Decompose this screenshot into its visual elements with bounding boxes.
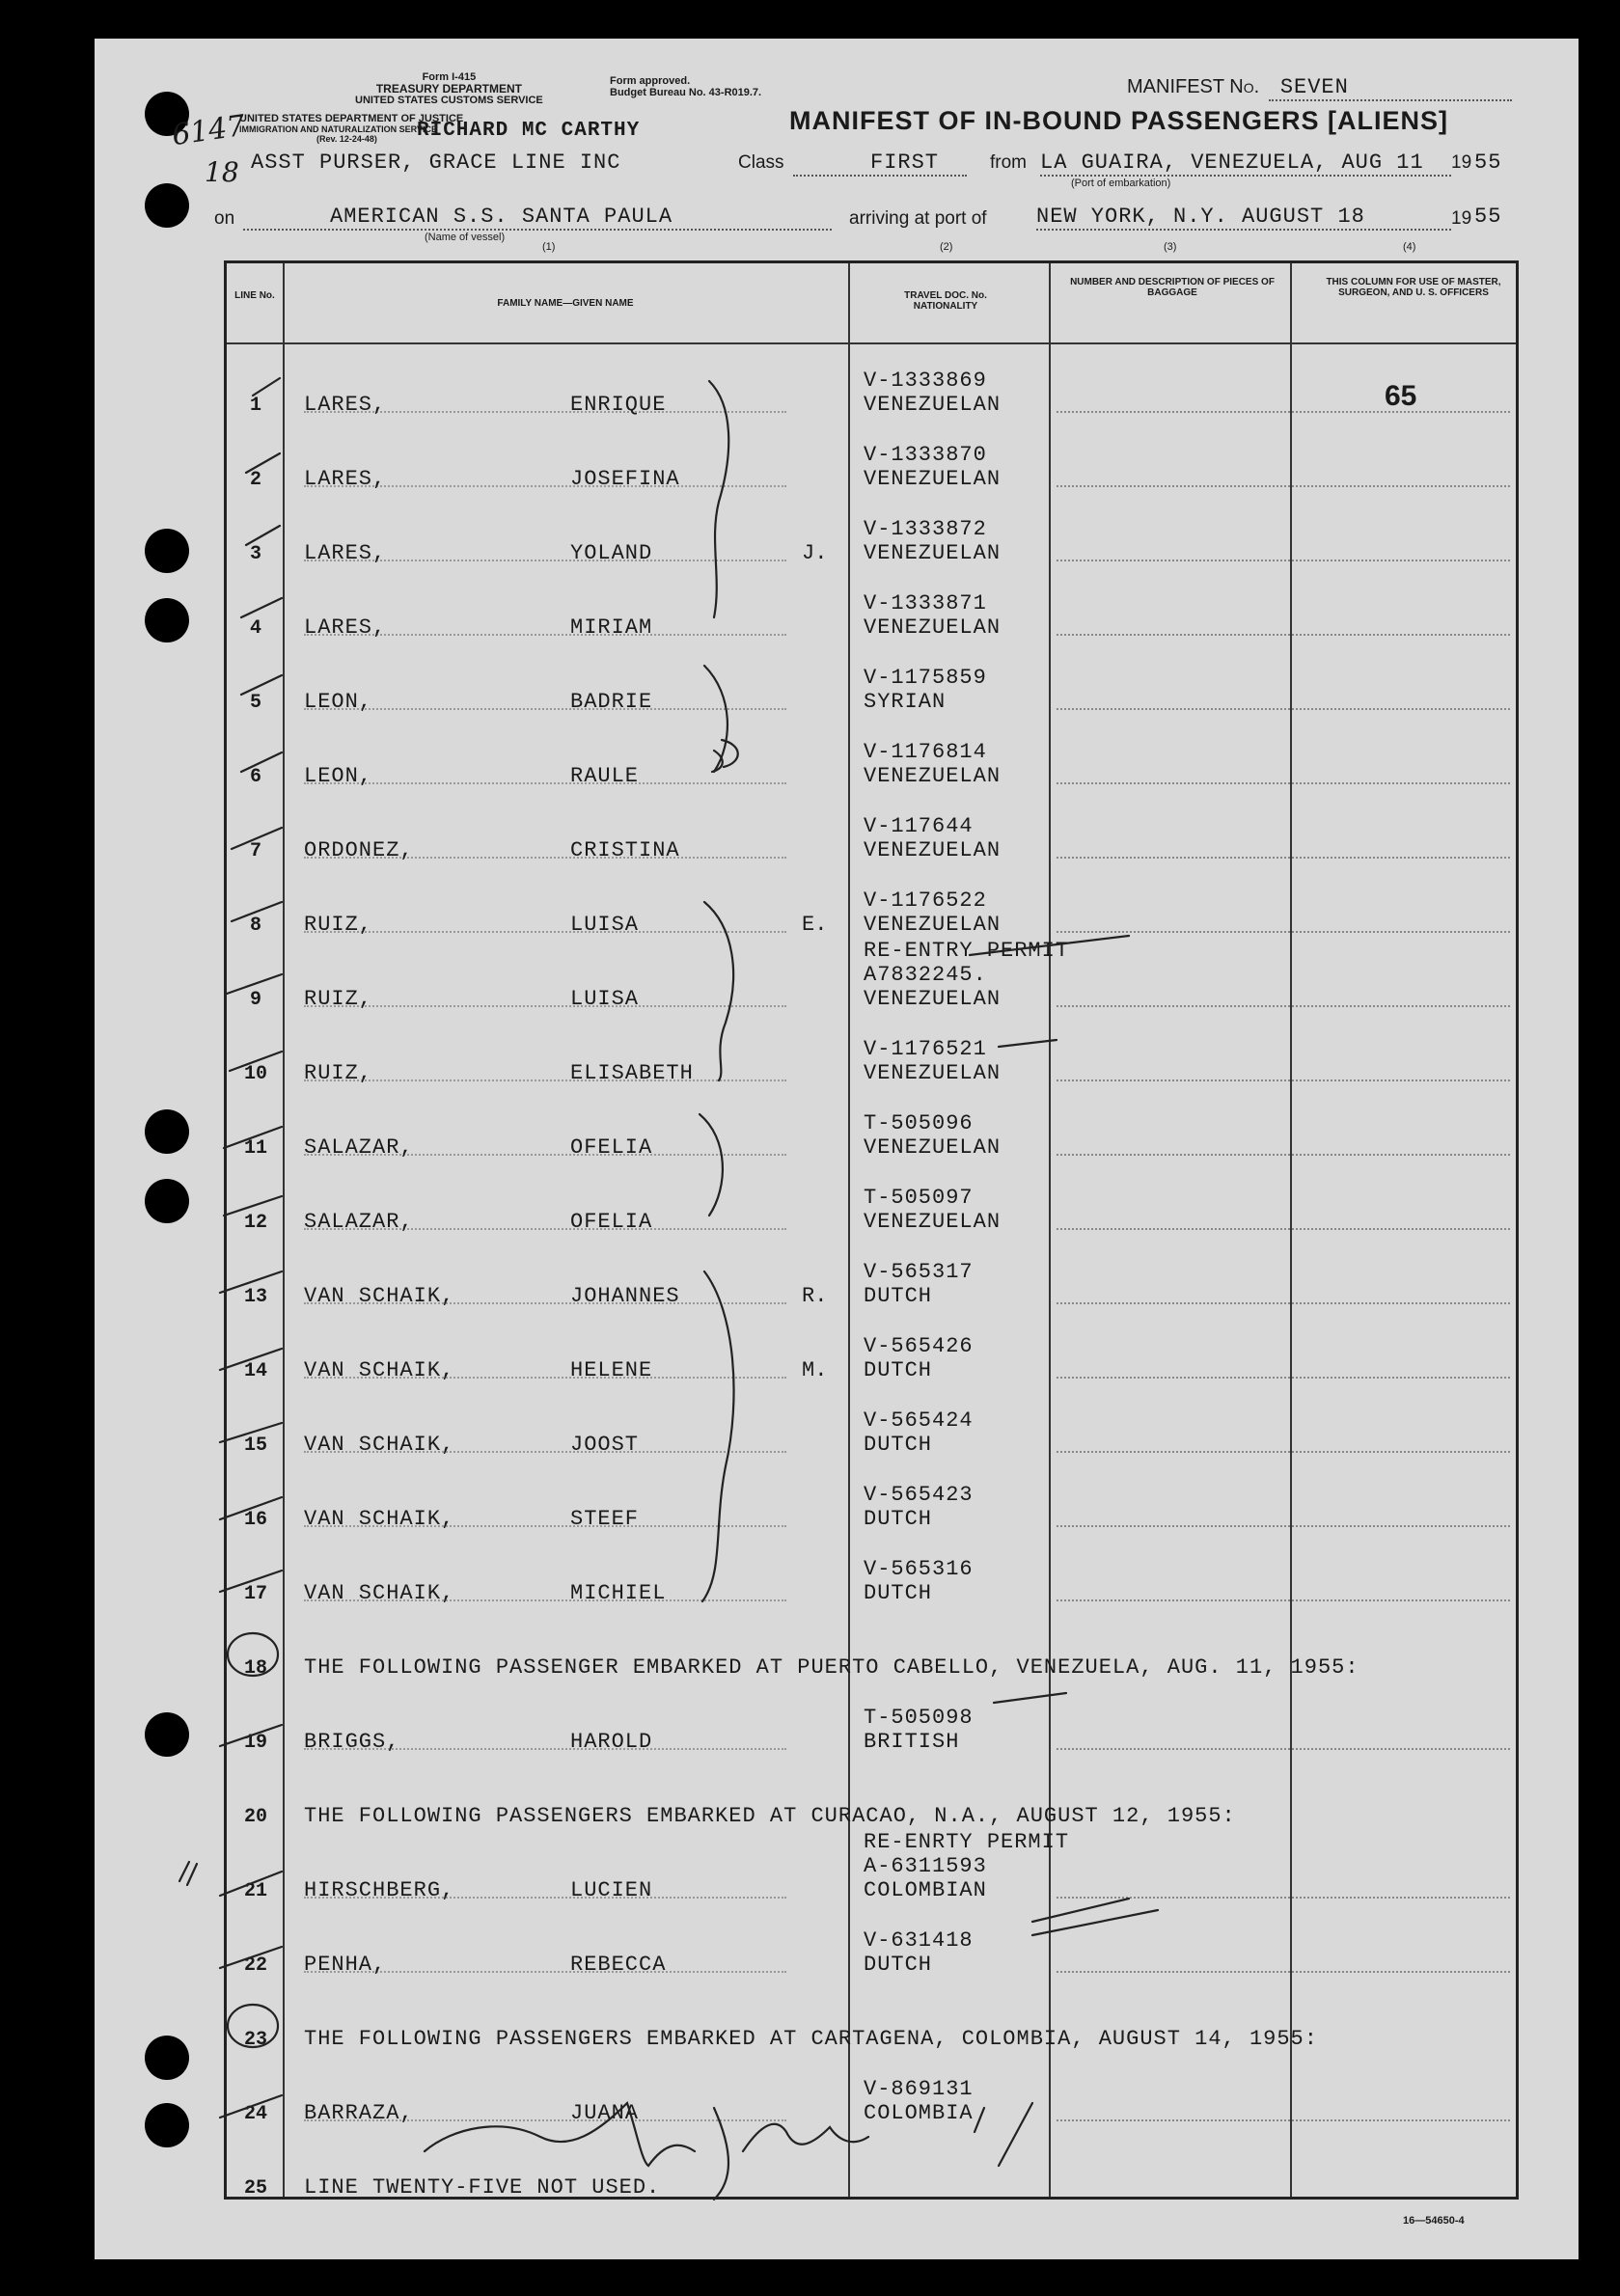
line-number: 14: [243, 1360, 267, 1382]
officer-title: ASST PURSER, GRACE LINE INC: [251, 150, 621, 175]
family-name: LEON,: [304, 764, 373, 788]
travel-doc-line: T-505098: [864, 1706, 974, 1730]
travel-doc-line: V-1176814: [864, 740, 987, 764]
col3-caption: (3): [1164, 241, 1177, 253]
arrival-year-prefix: 19: [1451, 208, 1472, 229]
travel-doc-line: V-565426: [864, 1334, 974, 1358]
travel-doc-line: SYRIAN: [864, 690, 947, 714]
line-number: 16: [243, 1509, 267, 1531]
class-label: Class: [738, 152, 784, 173]
line-number: 21: [243, 1880, 267, 1902]
travel-doc-line: V-565423: [864, 1483, 974, 1507]
from-port: LA GUAIRA, VENEZUELA, AUG 11: [1040, 150, 1451, 177]
travel-doc-line: V-1176521: [864, 1037, 987, 1061]
embarkation-note: LINE TWENTY-FIVE NOT USED.: [304, 2175, 661, 2200]
travel-doc-line: V-631418: [864, 1928, 974, 1953]
family-name: LARES,: [304, 393, 387, 417]
line-number: 10: [243, 1063, 267, 1085]
travel-doc-line: V-565424: [864, 1408, 974, 1433]
line-number: 22: [243, 1954, 267, 1977]
line-number: 24: [243, 2103, 267, 2125]
given-name: MIRIAM: [570, 615, 653, 640]
line-number: 9: [249, 989, 261, 1011]
given-name: CRISTINA: [570, 838, 680, 862]
travel-doc-line: A-6311593: [864, 1854, 987, 1878]
arrival-year: 55: [1474, 205, 1502, 229]
header-baggage: NUMBER AND DESCRIPTION OF PIECES OF BAGGAGE: [1070, 277, 1275, 298]
travel-doc-line: V-1333869: [864, 369, 987, 393]
on-label: on: [214, 208, 235, 229]
from-year-prefix: 19: [1451, 152, 1472, 173]
manifest-number: MANIFEST No. SEVEN: [1127, 75, 1512, 101]
family-name: SALAZAR,: [304, 1135, 414, 1160]
from-year: 55: [1474, 150, 1502, 175]
margin-note: 18: [205, 156, 239, 188]
form-code: 16—54650-4: [1403, 2215, 1465, 2227]
travel-doc-line: V-117644: [864, 814, 974, 838]
middle-initial: J.: [802, 541, 828, 565]
family-name: VAN SCHAIK,: [304, 1433, 455, 1457]
line-number: 7: [249, 840, 261, 862]
travel-doc-line: VENEZUELAN: [864, 541, 1002, 565]
middle-initial: M.: [802, 1358, 828, 1382]
given-name: JOOST: [570, 1433, 640, 1457]
travel-doc-line: V-565316: [864, 1557, 974, 1581]
col2-caption: (2): [940, 241, 953, 253]
given-name: HAROLD: [570, 1730, 653, 1754]
family-name: LARES,: [304, 615, 387, 640]
given-name: RAULE: [570, 764, 640, 788]
travel-doc-line: VENEZUELAN: [864, 467, 1002, 491]
line-number: 25: [243, 2177, 267, 2200]
family-name: RUIZ,: [304, 913, 373, 937]
travel-doc-line: COLOMBIAN: [864, 1878, 987, 1902]
travel-doc-line: VENEZUELAN: [864, 393, 1002, 417]
given-name: ENRIQUE: [570, 393, 667, 417]
header-officers: THIS COLUMN FOR USE OF MASTER, SURGEON, AND U. S. OFFICERS: [1326, 277, 1501, 298]
travel-doc-line: T-505096: [864, 1111, 974, 1135]
travel-doc-line: DUTCH: [864, 1507, 933, 1531]
given-name: YOLAND: [570, 541, 653, 565]
travel-doc-line: BRITISH: [864, 1730, 960, 1754]
line-number: 1: [249, 395, 261, 417]
embarkation-note: THE FOLLOWING PASSENGER EMBARKED AT PUERTO CABELLO, VENEZUELA, AUG. 11, 1955:: [304, 1655, 1359, 1680]
family-name: LEON,: [304, 690, 373, 714]
form-number: Form I-415 TREASURY DEPARTMENT UNITED STATES CUSTOMS SERVICE: [355, 71, 543, 106]
travel-doc-line: DUTCH: [864, 1581, 933, 1605]
line-number: 13: [243, 1286, 267, 1308]
given-name: JOSEFINA: [570, 467, 680, 491]
given-name: REBECCA: [570, 1953, 667, 1977]
travel-doc-line: RE-ENRTY PERMIT: [864, 1830, 1070, 1854]
vessel-caption: (Name of vessel): [425, 232, 506, 243]
line-number: 12: [243, 1212, 267, 1234]
travel-doc-line: V-1176522: [864, 888, 987, 913]
embarkation-note: THE FOLLOWING PASSENGERS EMBARKED AT CURACAO, N.A., AUGUST 12, 1955:: [304, 1804, 1236, 1828]
travel-doc-line: DUTCH: [864, 1358, 933, 1382]
line-number: 17: [243, 1583, 267, 1605]
given-name: STEEF: [570, 1507, 640, 1531]
arrival-port: NEW YORK, N.Y. AUGUST 18: [1036, 205, 1451, 231]
travel-doc-line: VENEZUELAN: [864, 764, 1002, 788]
family-name: VAN SCHAIK,: [304, 1284, 455, 1308]
line-number: 5: [249, 692, 261, 714]
family-name: VAN SCHAIK,: [304, 1581, 455, 1605]
arriving-label: arriving at port of: [849, 208, 987, 229]
officer-name: RICHARD MC CARTHY: [417, 120, 641, 142]
family-name: RUIZ,: [304, 1061, 373, 1085]
line-number: 3: [249, 543, 261, 565]
travel-doc-line: A7832245.: [864, 963, 987, 987]
travel-doc-line: VENEZUELAN: [864, 615, 1002, 640]
travel-doc-line: COLOMBIA: [864, 2101, 974, 2125]
given-name: ELISABETH: [570, 1061, 694, 1085]
family-name: RUIZ,: [304, 987, 373, 1011]
line-number: 2: [249, 469, 261, 491]
travel-doc-line: VENEZUELAN: [864, 1210, 1002, 1234]
travel-doc-line: VENEZUELAN: [864, 1061, 1002, 1085]
family-name: SALAZAR,: [304, 1210, 414, 1234]
family-name: VAN SCHAIK,: [304, 1507, 455, 1531]
class-value: FIRST: [793, 150, 967, 177]
header-travel-doc: TRAVEL DOC. No. NATIONALITY: [904, 290, 987, 312]
line-number: 15: [243, 1435, 267, 1457]
officer-mark: 65: [1385, 380, 1417, 412]
line-number: 19: [243, 1732, 267, 1754]
col4-caption: (4): [1403, 241, 1416, 253]
travel-doc-line: V-565317: [864, 1260, 974, 1284]
col1-caption: (1): [542, 241, 556, 253]
family-name: LARES,: [304, 467, 387, 491]
given-name: BADRIE: [570, 690, 653, 714]
family-name: VAN SCHAIK,: [304, 1358, 455, 1382]
manifest-title: MANIFEST OF IN-BOUND PASSENGERS [ALIENS]: [789, 106, 1449, 135]
travel-doc-line: V-869131: [864, 2077, 974, 2101]
port-embark-caption: (Port of embarkation): [1071, 178, 1171, 189]
line-number: 23: [243, 2029, 267, 2051]
travel-doc-line: V-1175859: [864, 666, 987, 690]
travel-doc-line: DUTCH: [864, 1953, 933, 1977]
header-name: FAMILY NAME—GIVEN NAME: [497, 298, 634, 309]
middle-initial: E.: [802, 913, 828, 937]
embarkation-note: THE FOLLOWING PASSENGERS EMBARKED AT CARTAGENA, COLOMBIA, AUGUST 14, 1955:: [304, 2027, 1318, 2051]
family-name: BARRAZA,: [304, 2101, 414, 2125]
given-name: LUISA: [570, 987, 640, 1011]
family-name: LARES,: [304, 541, 387, 565]
travel-doc-line: VENEZUELAN: [864, 987, 1002, 1011]
line-number: 20: [243, 1806, 267, 1828]
travel-doc-line: V-1333870: [864, 443, 987, 467]
travel-doc-line: DUTCH: [864, 1284, 933, 1308]
margin-note: 6147: [169, 108, 248, 153]
line-number: 4: [249, 617, 261, 640]
travel-doc-line: V-1333872: [864, 517, 987, 541]
header-line-no: LINE No.: [234, 290, 275, 301]
travel-doc-line: VENEZUELAN: [864, 913, 1002, 937]
travel-doc-line: VENEZUELAN: [864, 1135, 1002, 1160]
travel-doc-line: RE-ENTRY PERMIT: [864, 939, 1070, 963]
family-name: HIRSCHBERG,: [304, 1878, 455, 1902]
given-name: OFELIA: [570, 1210, 653, 1234]
line-number: 8: [249, 915, 261, 937]
family-name: ORDONEZ,: [304, 838, 414, 862]
travel-doc-line: VENEZUELAN: [864, 838, 1002, 862]
line-number: 6: [249, 766, 261, 788]
travel-doc-line: V-1333871: [864, 591, 987, 615]
vessel-name: AMERICAN S.S. SANTA PAULA: [243, 205, 832, 231]
justice-line: UNITED STATES DEPARTMENT OF JUSTICE IMMIGRATION AND NATURALIZATION SERVICE (Rev. 12-24-48): [239, 113, 464, 144]
given-name: JOHANNES: [570, 1284, 680, 1308]
line-number: 18: [243, 1657, 267, 1680]
from-label: from: [990, 152, 1027, 173]
line-number: 11: [243, 1137, 267, 1160]
travel-doc-line: T-505097: [864, 1186, 974, 1210]
given-name: LUCIEN: [570, 1878, 653, 1902]
middle-initial: R.: [802, 1284, 828, 1308]
family-name: PENHA,: [304, 1953, 387, 1977]
budget-approval: Form approved. Budget Bureau No. 43-R019.7.: [610, 75, 762, 98]
given-name: LUISA: [570, 913, 640, 937]
given-name: HELENE: [570, 1358, 653, 1382]
given-name: OFELIA: [570, 1135, 653, 1160]
given-name: MICHIEL: [570, 1581, 667, 1605]
travel-doc-line: DUTCH: [864, 1433, 933, 1457]
given-name: JUANA: [570, 2101, 640, 2125]
family-name: BRIGGS,: [304, 1730, 400, 1754]
